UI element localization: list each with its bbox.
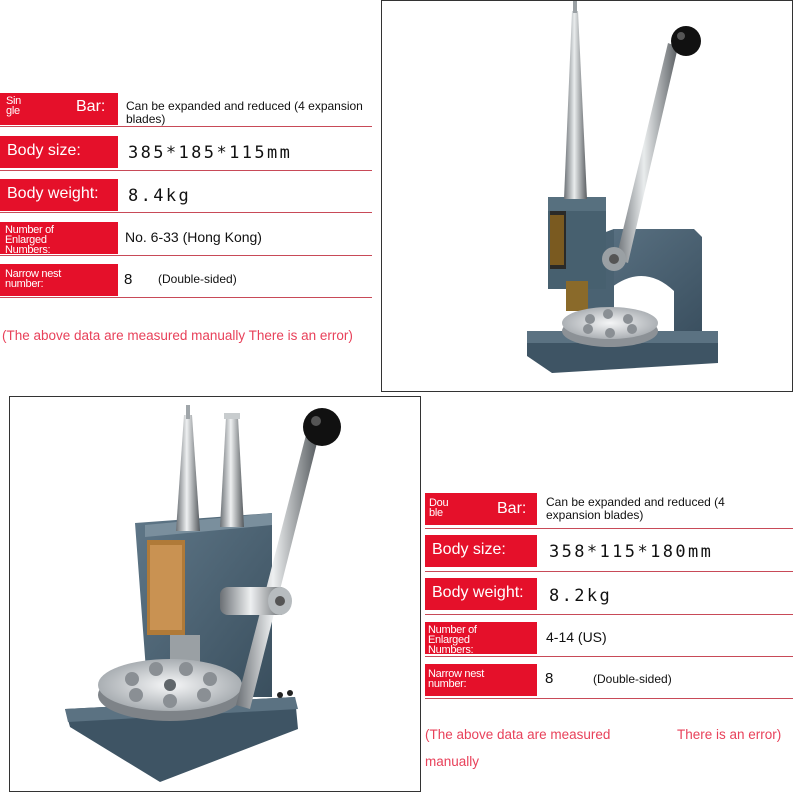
enlarged-numbers-value: No. 6-33 (Hong Kong) bbox=[125, 229, 262, 245]
row-divider bbox=[0, 126, 372, 127]
row-divider bbox=[425, 698, 793, 699]
nest-number-label: Narrow nest number: bbox=[0, 264, 118, 296]
nest-note: (Double-sided) bbox=[158, 272, 237, 286]
row-divider bbox=[425, 528, 793, 529]
body-weight-value: 8.2kg bbox=[549, 586, 613, 606]
nest-number-label: Narrow nest number: bbox=[425, 664, 537, 696]
bar-value: Can be expanded and reduced (4 expansion blades) bbox=[126, 99, 363, 126]
row-divider bbox=[425, 614, 793, 615]
body-size-label: Body size: bbox=[425, 535, 537, 567]
disclaimer: (The above data are measured manually There is an error) bbox=[2, 328, 353, 343]
enlarged-numbers-label: Number of Enlarged Numbers: bbox=[425, 622, 537, 654]
spec-table-double bbox=[425, 490, 802, 790]
product-photo-single bbox=[381, 0, 793, 392]
product-photo-double bbox=[9, 396, 421, 792]
ring-stretcher-single-image bbox=[382, 1, 792, 391]
nest-number-value: 8 bbox=[545, 670, 554, 687]
body-weight-label: Body weight: bbox=[0, 179, 118, 211]
bar-label: Sin gle Bar: bbox=[0, 93, 118, 125]
body-weight-value: 8.4kg bbox=[128, 186, 192, 206]
disclaimer-bottom: manually bbox=[425, 754, 480, 769]
disclaimer-left: (The above data are measured bbox=[425, 727, 611, 742]
enlarged-numbers-value: 4-14 (US) bbox=[546, 629, 607, 645]
enlarged-numbers-label: Number of Enlarged Numbers: bbox=[0, 222, 118, 254]
row-divider bbox=[425, 571, 793, 572]
disclaimer-right: There is an error) bbox=[677, 727, 782, 742]
body-size-value: 358*115*180mm bbox=[549, 542, 714, 562]
bar-value: Can be expanded and reduced (4 expansion blades) bbox=[546, 495, 725, 522]
nest-note: (Double-sided) bbox=[593, 672, 672, 686]
row-divider bbox=[0, 170, 372, 171]
body-size-label: Body size: bbox=[0, 136, 118, 168]
body-weight-label: Body weight: bbox=[425, 578, 537, 610]
nest-number-value: 8 bbox=[124, 271, 133, 288]
row-divider bbox=[425, 656, 793, 657]
row-divider bbox=[0, 212, 372, 213]
spec-table-single bbox=[0, 0, 380, 360]
ring-stretcher-double-image bbox=[10, 397, 420, 791]
row-divider bbox=[0, 255, 372, 256]
bar-label: Dou ble Bar: bbox=[425, 493, 537, 525]
body-size-value: 385*185*115mm bbox=[128, 143, 293, 163]
row-divider bbox=[0, 297, 372, 298]
